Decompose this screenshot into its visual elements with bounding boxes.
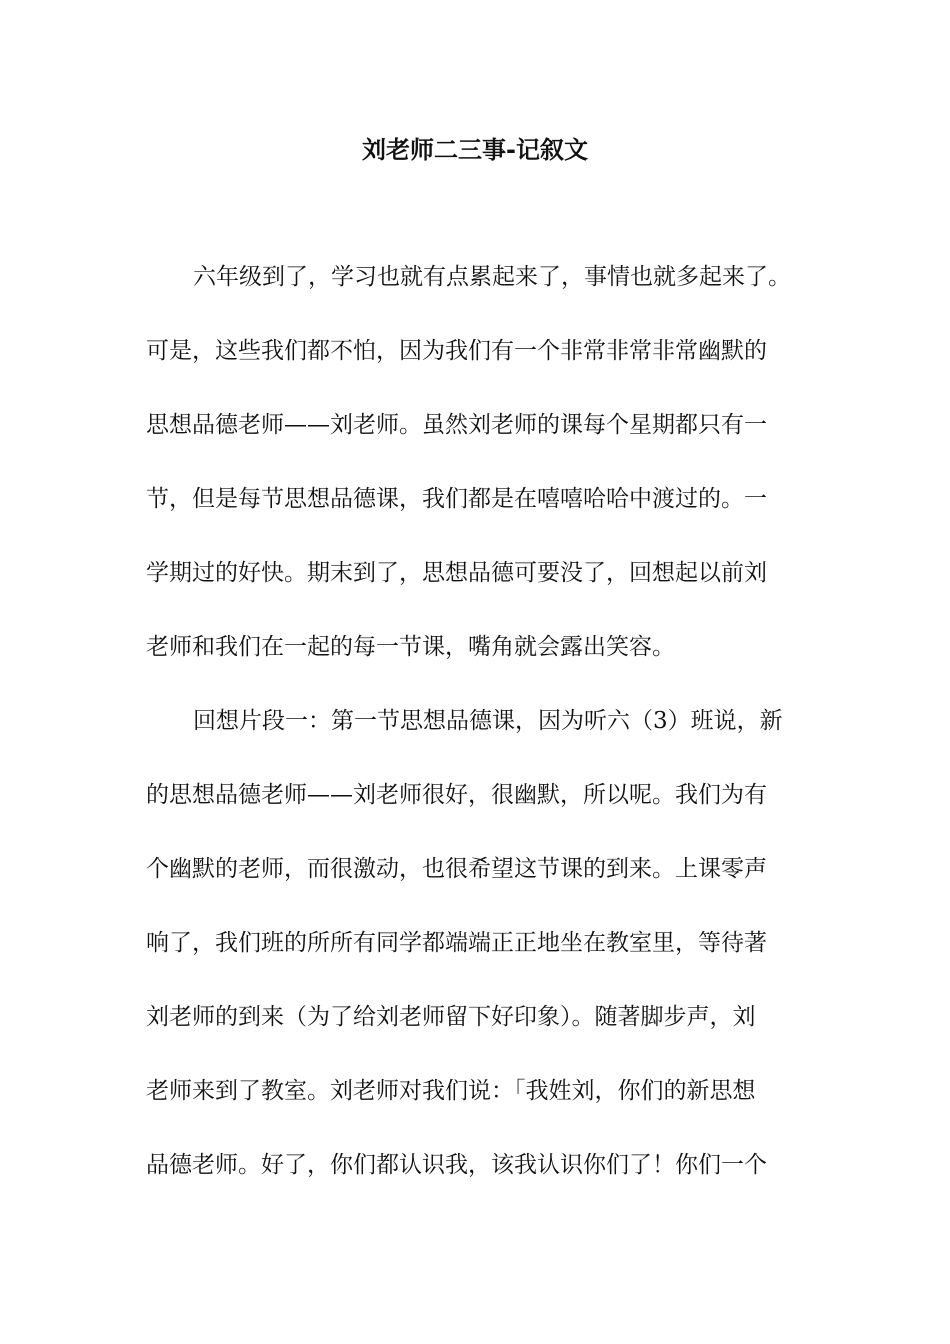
paragraph-line: 响了，我们班的所所有同学都端端正正地坐在教室里，等待著 (146, 930, 767, 956)
paragraph-line: 节，但是每节思想品德课，我们都是在嘻嘻哈哈中渡过的。一 (146, 486, 767, 512)
paragraph-line: 六年级到了，学习也就有点累起来了，事情也就多起来了。 (193, 264, 791, 290)
paragraph-line: 学期过的好快。期末到了，思想品德可要没了，回想起以前刘 (146, 560, 767, 586)
paragraph-line: 老师和我们在一起的每一节课，嘴角就会露出笑容。 (146, 634, 675, 660)
paragraph-line: 可是，这些我们都不怕，因为我们有一个非常非常非常幽默的 (146, 338, 767, 364)
paragraph-line: 的思想品德老师——刘老师很好，很幽默，所以呢。我们为有 (146, 782, 767, 808)
paragraph-line: 老师来到了教室。刘老师对我们说：「我姓刘，你们的新思想 (146, 1078, 756, 1104)
paragraph-line: 品德老师。好了，你们都认识我，该我认识你们了！你们一个 (146, 1152, 767, 1178)
document-title: 刘老师二三事-记叙文 (362, 136, 588, 164)
paragraph-line: 思想品德老师——刘老师。虽然刘老师的课每个星期都只有一 (146, 412, 767, 438)
paragraph-line: 刘老师的到来（为了给刘老师留下好印象）。随著脚步声，刘 (146, 1004, 756, 1030)
document-body (146, 255, 816, 1217)
paragraph-line: 个幽默的老师，而很激动，也很希望这节课的到来。上课零声 (146, 856, 767, 882)
paragraph-line: 回想片段一：第一节思想品德课，因为听六（3）班说，新 (193, 708, 783, 734)
